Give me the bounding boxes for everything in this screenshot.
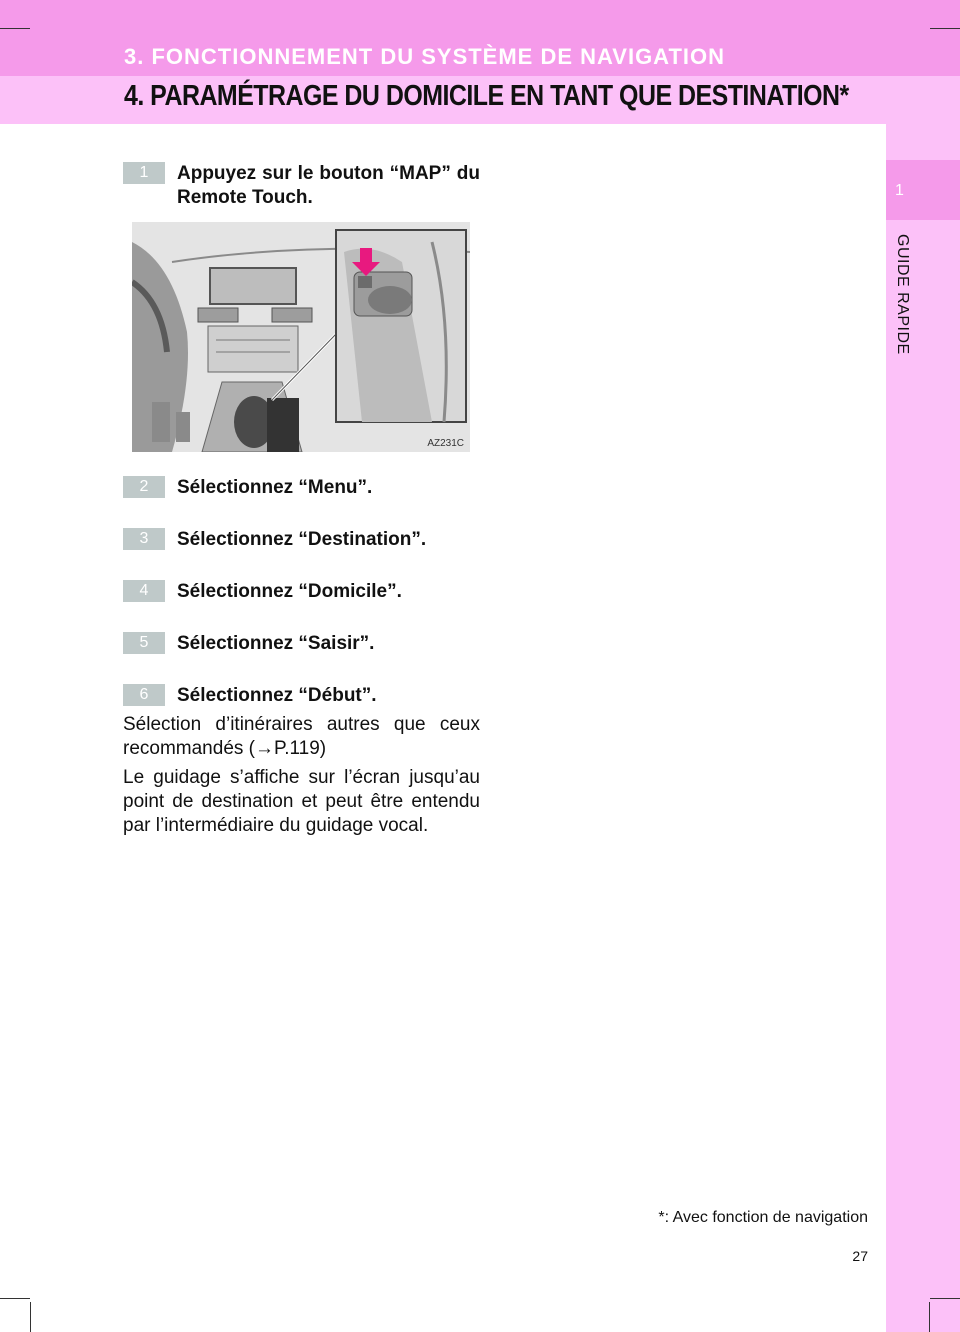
step-text-6: Sélectionnez “Début”. (177, 685, 377, 706)
crop-mark (30, 1302, 31, 1332)
step-badge-6: 6 (123, 684, 165, 706)
step-text-4: Sélectionnez “Domicile”. (177, 581, 402, 602)
page-number: 27 (852, 1248, 868, 1264)
crop-mark (929, 1302, 930, 1332)
step-badge-5: 5 (123, 632, 165, 654)
step-text-1: Appuyez sur le bouton “MAP” du Remote Touch. (177, 163, 480, 208)
chapter-tab-number: 1 (895, 182, 904, 199)
dashboard-drawing (132, 222, 470, 452)
footnote: *: Avec fonction de navigation (658, 1209, 868, 1226)
step-badge-4: 4 (123, 580, 165, 602)
chapter-label: GUIDE RAPIDE (894, 234, 911, 355)
remote-touch-illustration (132, 222, 470, 452)
step-text-5: Sélectionnez “Saisir”. (177, 633, 375, 654)
step-text-2: Sélectionnez “Menu”. (177, 477, 373, 498)
step-text-3: Sélectionnez “Destination”. (177, 529, 427, 550)
section-title: 3. FONCTIONNEMENT DU SYSTÈME DE NAVIGATION (124, 44, 725, 69)
step-badge-3: 3 (123, 528, 165, 550)
alt-route-note: Sélection d’itinéraires autres que ceux recommandés (→P.119) (123, 714, 480, 759)
page-title: 4. PARAMÉTRAGE DU DOMICILE EN TANT QUE DESTINATION* (124, 80, 849, 112)
guidance-note: Le guidage s’affiche sur l’écran jusqu’au point de destination et peut être entendu par l’intermédiaire du guidage vocal. (123, 767, 480, 836)
crop-mark (0, 1298, 30, 1299)
illustration-code: AZ231C (427, 438, 464, 449)
crop-mark (930, 28, 960, 29)
step-badge-2: 2 (123, 476, 165, 498)
crop-mark (930, 1298, 960, 1299)
crop-mark (0, 28, 30, 29)
step-badge-1: 1 (123, 162, 165, 184)
